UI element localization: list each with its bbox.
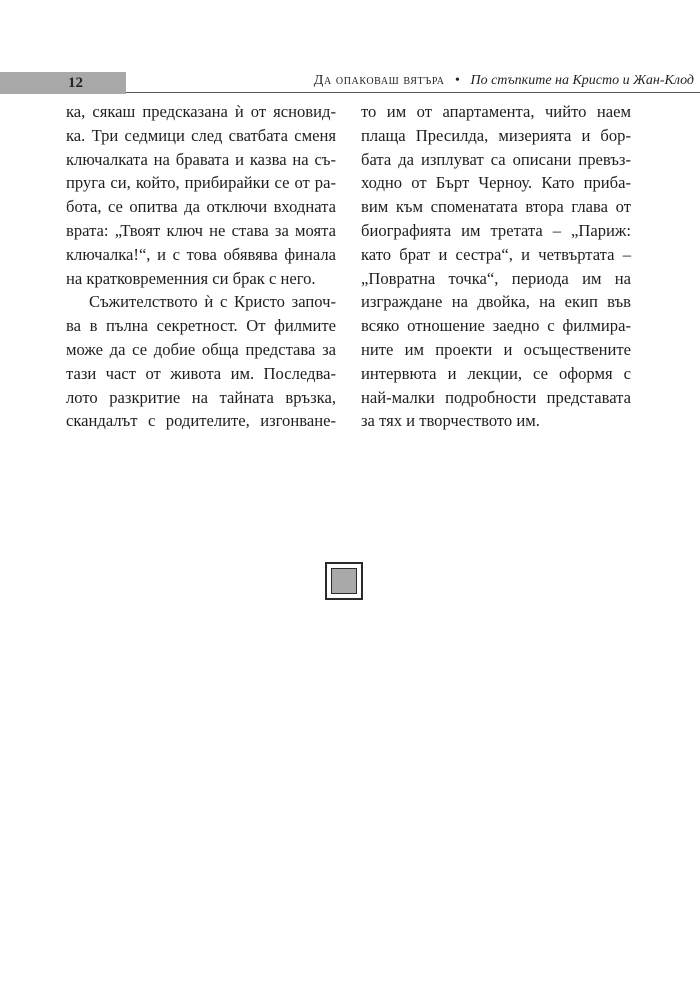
text-line: пруга си, който, прибирайки се от ра- bbox=[66, 173, 336, 193]
text-column-left bbox=[66, 100, 336, 433]
text-line: ните им проекти и осъществените bbox=[361, 339, 631, 359]
text-line: ва в пълна секретност. От филмите bbox=[66, 316, 336, 336]
page-number-box bbox=[0, 72, 126, 94]
text-line: тази част от живота им. Последва- bbox=[66, 363, 336, 383]
book-title: Да опаковаш вятъра bbox=[313, 73, 445, 88]
text-line: ключалката на бравата и казва на съ- bbox=[66, 149, 336, 169]
text-line: „Повратна точка“, периода им на bbox=[361, 268, 631, 288]
text-column-right bbox=[361, 100, 631, 433]
chapter-title: По стъпките на Кристо и Жан-Клод bbox=[470, 73, 694, 88]
text-line: най-малки подробности представата bbox=[361, 387, 631, 407]
text-line: ка, сякаш предсказана ѝ от ясновид- bbox=[66, 102, 336, 121]
text-line: скандалът с родителите, изгонване- bbox=[66, 411, 336, 431]
text-line: ка. Три седмици след сватбата сменя bbox=[66, 125, 336, 145]
text-line: то им от апартамента, чийто наем bbox=[361, 102, 631, 121]
text-line: ключалка!“, и с това обявява финала bbox=[66, 244, 336, 264]
running-header bbox=[0, 72, 700, 94]
text-line: плаща Пресилда, мизерията и бор- bbox=[361, 125, 631, 145]
text-line: врата: „Твоят ключ не става за моята bbox=[66, 220, 336, 240]
text-line: биографията им третата – „Париж: bbox=[361, 220, 631, 240]
ornament-inner-square bbox=[331, 568, 357, 594]
text-line: интервюта и лекции, се оформя с bbox=[361, 363, 631, 383]
text-line: бата да изплуват са описани превъз- bbox=[361, 149, 631, 169]
text-line: всяко отношение заедно с филмира- bbox=[361, 316, 631, 336]
text-line: на кратковременния си брак с него. bbox=[66, 268, 316, 288]
page-number: 12 bbox=[68, 75, 83, 91]
text-line: ходно от Бърт Черноу. Като приба- bbox=[361, 173, 631, 193]
header-rule bbox=[126, 92, 700, 93]
text-line: може да се добие обща представа за bbox=[66, 339, 336, 359]
text-line: бота, се опитва да отключи входната bbox=[66, 197, 336, 217]
text-line: вим към споменатата втора глава от bbox=[361, 197, 631, 217]
text-line: като брат и сестра“, и четвъртата – bbox=[361, 244, 631, 264]
running-head bbox=[314, 73, 694, 89]
header-separator: • bbox=[455, 73, 460, 88]
text-line: изграждане на двойка, на екип във bbox=[361, 292, 631, 312]
section-end-ornament bbox=[325, 562, 363, 600]
text-line: за тях и творчеството им. bbox=[361, 411, 540, 431]
text-line: лото разкритие на тайната връзка, bbox=[66, 387, 336, 407]
paragraph-first-line: Съжителството ѝ с Кристо започ- bbox=[89, 292, 336, 312]
